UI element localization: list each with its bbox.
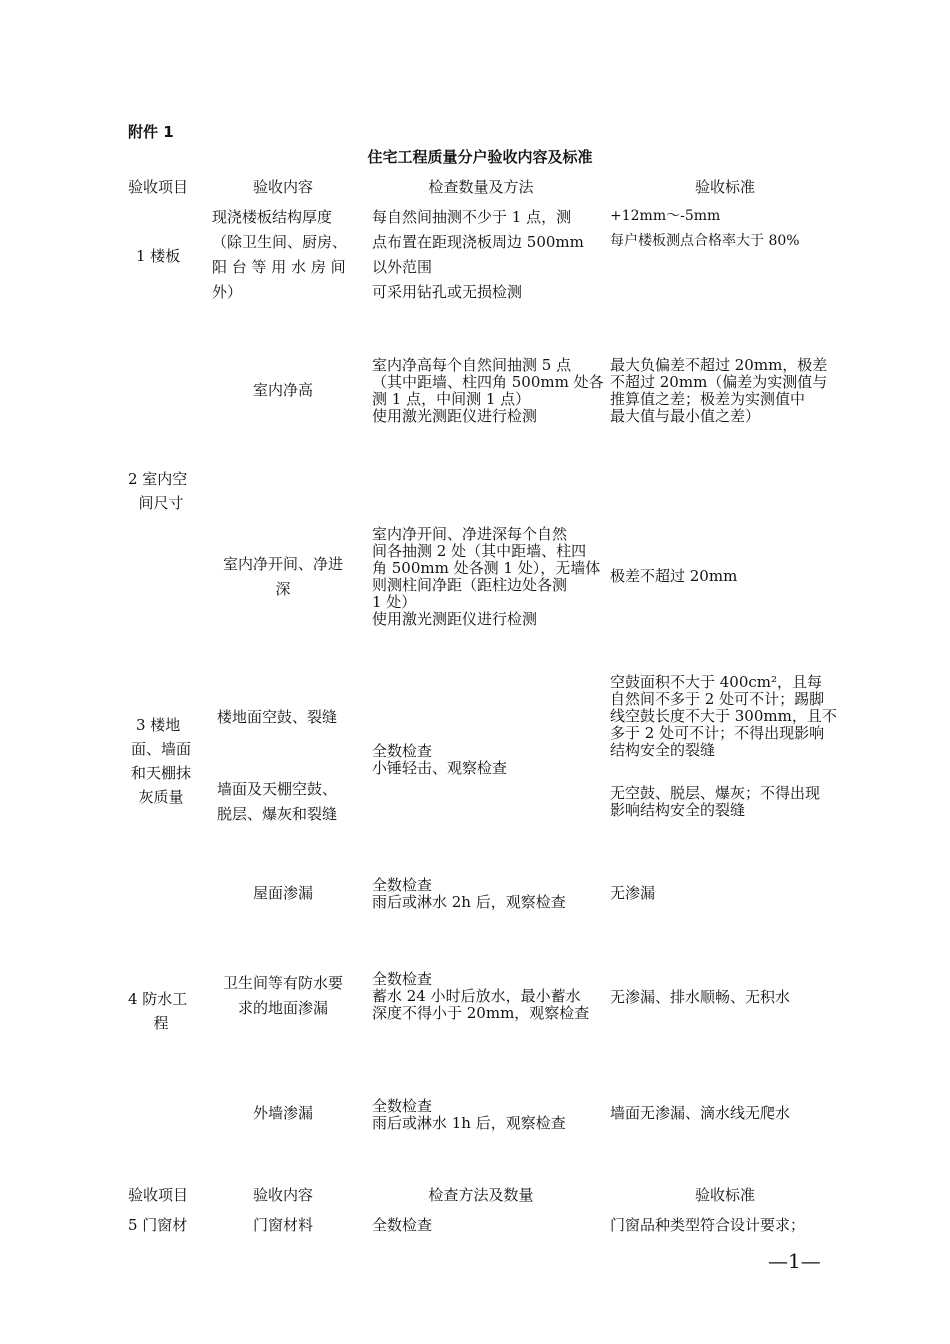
header-method: 检查数量及方法 (428, 178, 534, 196)
standard-line: 影响结构安全的裂缝 (610, 801, 746, 819)
method-line: （其中距墙、柱四角 500mm 处各 (372, 373, 604, 391)
standard-5: 门窗品种类型符合设计要求； (610, 1216, 806, 1234)
method-line: 测 1 点，中间测 1 点） (372, 390, 531, 408)
standard-line: 自然间不多于 2 处可不计；踢脚 (610, 690, 825, 708)
header2-standard: 验收标准 (694, 1186, 755, 1204)
standard-4c: 墙面无渗漏、滴水线无爬水 (610, 1104, 791, 1122)
method-line: 点布置在距现浇板周边 500mm (372, 233, 584, 251)
method-line: 1 处） (372, 593, 417, 611)
content-line: 深 (275, 580, 291, 598)
header2-method: 检查方法及数量 (428, 1186, 534, 1204)
method-line: 室内净开间、净进深每个自然 (372, 525, 568, 543)
standard-line: 结构安全的裂缝 (610, 741, 716, 759)
item-line: 3 楼地 (136, 716, 181, 734)
method-line: 每自然间抽测不少于 1 点，测 (372, 208, 572, 226)
method-line: 使用激光测距仪进行检测 (372, 407, 538, 425)
header-content: 验收内容 (252, 178, 313, 196)
standard-line: 每户楼板测点合格率大于 80% (610, 233, 800, 249)
content-line: 室内净开间、净进 (222, 555, 343, 573)
standard-2b: 极差不超过 20mm (610, 567, 738, 585)
item-line: 面、墙面 (130, 740, 191, 758)
item-line: 和天棚抹 (130, 764, 191, 782)
content-line: 求的地面渗漏 (237, 999, 328, 1017)
standard-line: 多于 2 处可不计；不得出现影响 (610, 724, 825, 742)
item-line: 间尺寸 (138, 494, 184, 512)
standard-4a: 无渗漏 (610, 884, 656, 902)
method-line: 全数检查 (372, 742, 433, 760)
content-3a: 楼地面空鼓、裂缝 (217, 708, 338, 726)
method-line: 雨后或淋水 2h 后，观察检查 (372, 893, 566, 911)
method-line: 蓄水 24 小时后放水，最小蓄水 (372, 987, 581, 1005)
item-5: 5 门窗材 (128, 1216, 188, 1234)
method-line: 使用激光测距仪进行检测 (372, 610, 538, 628)
content-4a: 屋面渗漏 (252, 884, 313, 902)
content-4c: 外墙渗漏 (252, 1104, 313, 1122)
standard-line: 空鼓面积不大于 400cm²，且每 (610, 673, 823, 691)
item-line: 2 室内空 (128, 470, 188, 488)
content-5: 门窗材料 (252, 1216, 313, 1234)
header-standard: 验收标准 (694, 178, 755, 196)
item-line: 程 (153, 1014, 169, 1032)
method-5: 全数检查 (372, 1216, 433, 1234)
header2-content: 验收内容 (252, 1186, 313, 1204)
method-line: 间各抽测 2 处（其中距墙、柱四 (372, 542, 587, 560)
method-line: 全数检查 (372, 970, 433, 988)
standard-4b: 无渗漏、排水顺畅、无积水 (610, 988, 791, 1006)
content-line: 现浇楼板结构厚度 (212, 208, 333, 226)
method-line: 以外范围 (372, 258, 433, 276)
standard-line: 最大值与最小值之差） (610, 407, 761, 425)
method-line: 则测柱间净距（距柱边处各测 (372, 576, 568, 594)
standard-line: 最大负偏差不超过 20mm，极差 (610, 356, 828, 374)
content-line: 卫生间等有防水要 (222, 974, 343, 992)
page-number: —1— (768, 1249, 821, 1273)
standard-line: 不超过 20mm（偏差为实测值与 (610, 373, 828, 391)
method-line: 小锤轻击、观察检查 (372, 759, 508, 777)
method-line: 室内净高每个自然间抽测 5 点 (372, 356, 572, 374)
content-line: （除卫生间、厨房、 (212, 233, 348, 251)
method-line: 可采用钻孔或无损检测 (372, 283, 523, 301)
method-line: 全数检查 (372, 1097, 433, 1115)
standard-line: 线空鼓长度不大于 300mm，且不 (610, 707, 837, 725)
item-line: 灰质量 (138, 788, 184, 806)
item-1: 1 楼板 (136, 247, 181, 265)
method-line: 角 500mm 处各测 1 处），无墙体 (372, 559, 601, 577)
standard-line: 无空鼓、脱层、爆灰；不得出现 (610, 784, 821, 802)
page-title: 住宅工程质量分户验收内容及标准 (367, 148, 593, 166)
content-line: 阳 台 等 用 水 房 间 (212, 258, 346, 276)
method-line: 全数检查 (372, 876, 433, 894)
standard-line: +12mm～-5mm (610, 208, 721, 224)
standard-line: 推算值之差；极差为实测值中 (610, 390, 806, 408)
header-item: 验收项目 (128, 178, 189, 196)
method-line: 雨后或淋水 1h 后，观察检查 (372, 1114, 566, 1132)
header2-item: 验收项目 (128, 1186, 189, 1204)
content-2a: 室内净高 (252, 381, 313, 399)
method-line: 深度不得小于 20mm，观察检查 (372, 1004, 590, 1022)
content-line: 脱层、爆灰和裂缝 (217, 805, 338, 823)
attachment-label: 附件 1 (128, 123, 174, 141)
content-line: 墙面及天棚空鼓、 (217, 780, 338, 798)
item-line: 4 防水工 (128, 990, 188, 1008)
content-line: 外） (212, 283, 243, 301)
